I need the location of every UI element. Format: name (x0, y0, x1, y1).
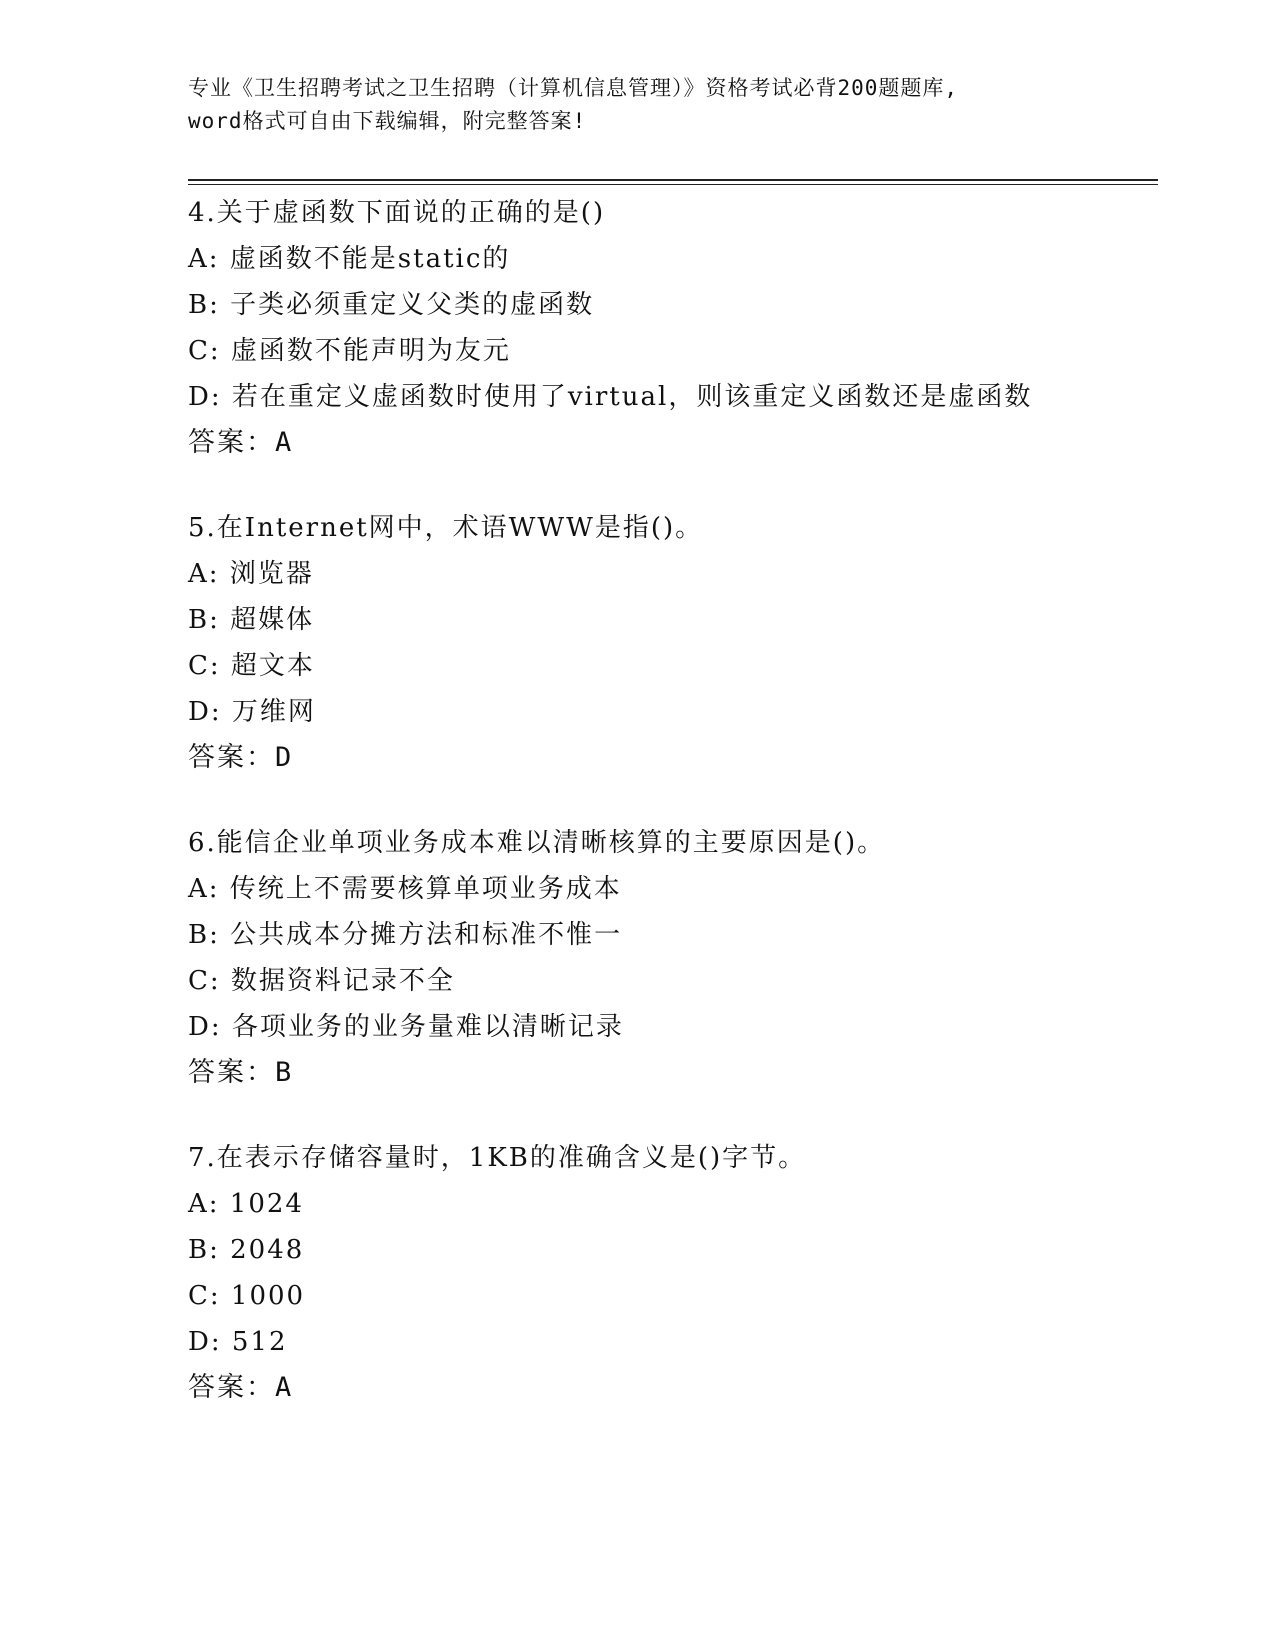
question-stem: 5.在Internet网中，术语WWW是指()。 (188, 513, 704, 543)
option-a: A: 传统上不需要核算单项业务成本 (188, 874, 622, 904)
answer: 答案：B (188, 1057, 294, 1088)
document-header (188, 72, 1088, 138)
option-a: A: 1024 (188, 1189, 304, 1219)
option-d: D: 各项业务的业务量难以清晰记录 (188, 1012, 624, 1042)
option-c: C: 虚函数不能声明为友元 (188, 336, 511, 366)
question-7 (188, 1135, 1168, 1411)
option-d: D: 512 (188, 1327, 288, 1357)
option-b: B: 超媒体 (188, 605, 315, 635)
option-c: C: 超文本 (188, 651, 315, 681)
option-b: B: 公共成本分摊方法和标准不惟一 (188, 920, 623, 950)
question-stem: 4.关于虚函数下面说的正确的是() (188, 198, 606, 228)
option-b: B: 2048 (188, 1235, 305, 1265)
answer: 答案：A (188, 1372, 294, 1403)
question-4 (188, 190, 1168, 466)
header-line-1: 专业《卫生招聘考试之卫生招聘（计算机信息管理）》资格考试必背200题题库, (188, 76, 959, 100)
header-divider-thick (188, 179, 1158, 181)
answer: 答案：A (188, 427, 294, 458)
header-divider-thin (188, 184, 1158, 185)
question-6 (188, 820, 1168, 1096)
option-b: B: 子类必须重定义父类的虚函数 (188, 290, 595, 320)
option-c: C: 数据资料记录不全 (188, 966, 455, 996)
question-stem: 6.能信企业单项业务成本难以清晰核算的主要原因是()。 (188, 828, 886, 858)
question-5 (188, 505, 1168, 781)
question-stem: 7.在表示存储容量时，1KB的准确含义是()字节。 (188, 1143, 807, 1173)
option-c: C: 1000 (188, 1281, 306, 1311)
header-line-2: word格式可自由下载编辑，附完整答案! (188, 109, 587, 133)
answer: 答案：D (188, 742, 294, 773)
option-d: D: 万维网 (188, 697, 316, 727)
option-a: A: 浏览器 (188, 559, 314, 589)
option-d: D: 若在重定义虚函数时使用了virtual，则该重定义函数还是虚函数 (188, 382, 1033, 412)
option-a: A: 虚函数不能是static的 (188, 244, 511, 274)
